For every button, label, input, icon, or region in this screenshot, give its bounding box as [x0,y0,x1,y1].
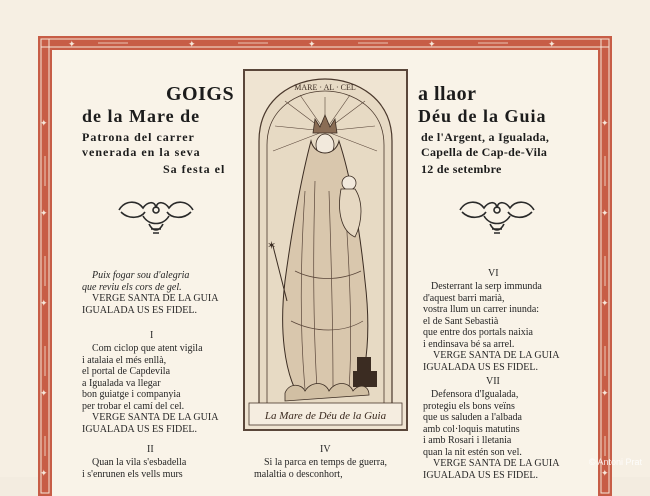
stanza-4-line-2: malaltia o desconhort, [254,468,343,480]
arch-text: MARE · AL · CEL [294,83,356,92]
stanza-6-line-1: Desterrant la serp immunda [431,281,542,292]
stanza-6-refrain-1: VERGE SANTA DE LA GUIA [433,350,560,361]
stanza-7-refrain-1: VERGE SANTA DE LA GUIA [433,458,560,469]
svg-text:✦: ✦ [40,469,48,479]
ornament-right-icon [456,196,538,238]
svg-text:✦: ✦ [40,119,48,129]
virgin-and-child-icon [245,71,406,429]
stanza-7-line-5: i amb Rosari i lletania [423,435,512,446]
svg-text:✦: ✦ [428,40,436,50]
stanza-2-line-1: Quan la vila s'esbadella [92,457,187,468]
intro-stanza [82,270,218,316]
stanza-6-line-5: que entre dos portals naixia [423,327,533,338]
stanza-number-4: IV [320,444,331,455]
stanza-2-line-2: i s'enrunen els vells murs [82,468,183,480]
svg-text:✦: ✦ [601,209,609,219]
svg-text:✦: ✦ [68,40,76,50]
intro-line-1: Puix fogar sou d'alegria [92,270,190,281]
stanza-6 [423,281,559,373]
svg-text:✦: ✦ [601,469,609,479]
stanza-1-line-2: i atalaia el més enllà, [82,354,167,366]
stanza-7 [423,389,559,481]
stanza-7-line-1: Defensora d'Igualada, [431,389,519,400]
title-line-2-right: Déu de la Guia [418,106,547,126]
stanza-7-line-3: que us saluden a l'albada [423,412,522,423]
image-caption: La Mare de Déu de la Guia [264,410,387,422]
svg-text:✦: ✦ [188,40,196,50]
subtitle-line-3-right: de l'Argent, a Igualada, [421,130,550,144]
stanza-7-line-6: quan la nit estén son vel. [423,446,522,458]
svg-text:✦: ✦ [601,299,609,309]
subtitle-line-5-left: Sa festa el [163,162,226,176]
stanza-1-line-4: a Igualada va llegar [82,377,161,389]
svg-text:✦: ✦ [308,40,316,50]
svg-text:✶: ✶ [267,239,277,252]
stanza-1-refrain-1: VERGE SANTA DE LA GUIA [92,412,219,423]
stanza-1-line-1: Com ciclop que atent vigila [92,343,203,354]
svg-text:✦: ✦ [548,40,556,50]
stanza-1 [82,343,218,435]
stanza-6-line-3: vostra llum un carrer inunda: [423,304,540,315]
stanza-1-line-5: bon guiatge i companyia [82,389,181,400]
svg-text:✦: ✦ [601,389,609,399]
title-a-llaor: a llaor [418,83,477,105]
subtitle-line-3-left: Patrona del carrer [82,130,195,144]
title-line-2-left: de la Mare de [82,106,201,126]
stanza-7-line-4: amb col·loquis matutins [423,423,520,435]
stanza-4-line-1: Si la parca en temps de guerra, [264,457,388,468]
svg-text:✦: ✦ [40,299,48,309]
ornament-left-icon [115,196,197,238]
title-goigs: GOIGS [166,83,235,105]
stanza-1-line-6: per trobar el camí del cel. [82,400,185,412]
subtitle-line-4-left: venerada en la seva [82,145,201,159]
intro-refrain-2: IGUALADA US ES FIDEL. [82,304,197,316]
stanza-number-7: VII [486,376,500,387]
subtitle-line-4-right: Capella de Cap-de-Vila [421,145,548,159]
svg-text:✦: ✦ [601,119,609,129]
intro-refrain-1: VERGE SANTA DE LA GUIA [92,293,219,304]
stanza-number-2: II [147,444,154,455]
svg-text:✦: ✦ [40,389,48,399]
stanza-1-line-3: el portal de Capdevila [82,366,171,377]
stanza-7-refrain-2: IGUALADA US ES FIDEL. [423,469,538,481]
svg-text:✦: ✦ [40,209,48,219]
stanza-6-line-2: d'aquest barri marià, [423,292,505,304]
intro-line-2: que reviu els cors de gel. [82,281,182,293]
copyright-watermark: © Antoni Prat [588,457,642,467]
virgin-image-frame [243,69,408,431]
subtitle-line-5-right: 12 de setembre [421,162,502,176]
stanza-1-refrain-2: IGUALADA US ES FIDEL. [82,423,197,435]
stanza-number-6: VI [488,268,499,279]
stanza-6-refrain-2: IGUALADA US ES FIDEL. [423,361,538,373]
stanza-6-line-6: i endinsava bé sa arrel. [423,338,515,350]
stanza-6-line-4: el de Sant Sebastià [423,315,499,327]
stanza-number-1: I [150,330,154,341]
stanza-7-line-2: protegiu els bons veïns [423,400,515,412]
